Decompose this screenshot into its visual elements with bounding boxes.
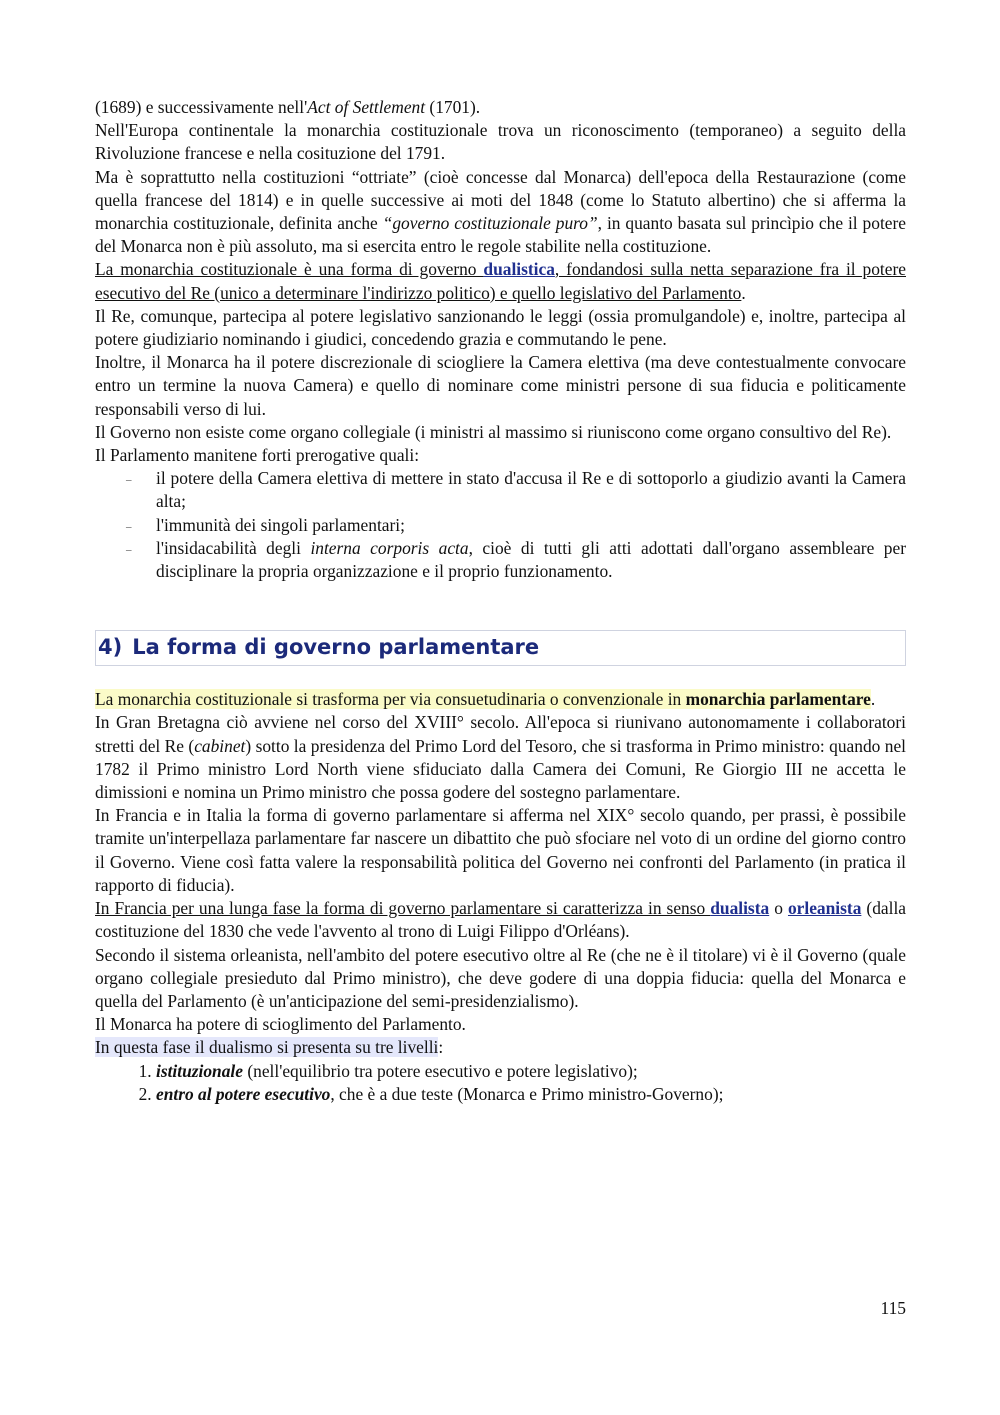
paragraph-monarch-discretion: Inoltre, il Monarca ha il potere discrezionale di sciogliere la Camera elettiva (ma deve contestualmente convocare entro un termine la nuova Camera) e quello di nominare come ministri persone di sua fiducia e politicamente responsabili verso di lui. <box>95 352 906 419</box>
prerogatives-list <box>95 467 906 583</box>
paragraph-continental-europe: Nell'Europa continentale la monarchia costituzionale trova un riconoscimento (temporaneo) a seguito della Rivoluzione francese e nella cosituzione del 1791. <box>95 120 906 164</box>
levels-list <box>95 1060 906 1106</box>
dash-bullet: – <box>126 474 132 487</box>
paragraph-three-levels: In questa fase il dualismo si presenta su tre livelli: <box>95 1037 444 1058</box>
document-page <box>95 96 906 1106</box>
list-item: 1. istituzionale (nell'equilibrio tra potere esecutivo e potere legislativo); <box>156 1060 906 1083</box>
paragraph-government-collegial: Il Governo non esiste come organo collegiale (i ministri al massimo si riuniscono come organo consultivo del Re). <box>95 421 892 442</box>
keyword-orleanista: orleanista <box>787 898 862 919</box>
dash-bullet: – <box>126 520 132 533</box>
section-title: La forma di governo parlamentare <box>132 635 540 660</box>
paragraph-parliamentary-monarchy: La monarchia costituzionale si trasforma per via consuetudinaria o convenzionale in monarchia parlamentare. <box>95 689 876 710</box>
paragraph-king-powers: Il Re, comunque, partecipa al potere legislativo sanzionando le leggi (ossia promulgandole) e, inoltre, partecipa al potere giudiziario nominando i giudici, concedendo grazia e commutando le pene. <box>95 305 906 350</box>
paragraph-orleanist-system: Secondo il sistema orleanista, nell'ambito del potere esecutivo oltre al Re (che ne è il titolare) vi è il Governo (quale organo collegiale presieduto dal Primo ministro), che deve godere di una doppia fiducia: quella del Monarca e quella del Parlamento (è un'anticipazione del semi-presidenzialismo). <box>95 944 906 1011</box>
list-item: – l'immunità dei singoli parlamentari; <box>156 514 906 537</box>
list-item: – l'insidacabilità degli interna corporis acta, cioè di tutti gli atti adottati dall'organo assembleare per disciplinare la propria organizzazione e il proprio funzionamento. <box>126 537 907 582</box>
keyword-dualista: dualista <box>710 898 770 919</box>
paragraph-great-britain: In Gran Bretagna ciò avviene nel corso del XVIII° secolo. All'epoca si riunivano autonomamente i collaboratori stretti del Re (cabinet) sotto la presidenza del Primo Lord del Tesoro, che si trasforma in Primo ministro: quando nel 1782 il Primo ministro Lord North viene sfiduciato dalla Camera dei Comuni, Re Giorgio III ne accetta le dimissioni e nomina un Primo ministro che possa godere del sostegno parlamentare. <box>95 712 906 803</box>
paragraph-dissolution-power: Il Monarca ha potere di scioglimento del Parlamento. <box>95 1014 466 1035</box>
paragraph-orleanist: In Francia per una lunga fase la forma di governo parlamentare si caratterizza in senso dualista o orleanista (dalla costituzione del 1830 che vede l'avvento al trono di Luigi Filippo d'Orléans). <box>95 898 907 942</box>
page-number: 115 <box>880 1298 906 1318</box>
paragraph-dualistic-form: La monarchia costituzionale è una forma di governo dualistica, fondandosi sulla netta separazione fra il potere esecutivo del Re (unico a determinare l'indirizzo politico) e quello legislativo del Parlamento. <box>95 259 906 303</box>
section-heading <box>95 630 906 666</box>
paragraph-act-of-settlement: (1689) e successivamente nell'Act of Settlement (1701). <box>95 97 481 117</box>
dash-bullet: – <box>126 543 132 556</box>
paragraph-france-italy: In Francia e in Italia la forma di governo parlamentare si afferma nel XIX° secolo quando, per prassi, è possibile tramite un'interpellaza parlamentare far nascere un dibattito che può sfociare nel voto di un ordine del giorno contro il Governo. Viene così fatta valere la responsabilità politica del Governo nei confronti del Parlamento (in pratica il rapporto di fiducia). <box>95 805 906 895</box>
keyword-dualistica: dualistica <box>483 259 555 280</box>
list-item: 2. entro al potere esecutivo, che è a due teste (Monarca e Primo ministro-Governo); <box>156 1083 906 1106</box>
section-number: 4) <box>98 635 123 660</box>
list-item: – il potere della Camera elettiva di mettere in stato d'accusa il Re e di sottoporlo a giudizio avanti la Camera alta; <box>126 468 906 512</box>
paragraph-octroyed-constitutions: Ma è soprattutto nella costituzioni “ottriate” (cioè concesse dal Monarca) dell'epoca della Restaurazione (come quella francese del 1814) e in quelle successive ai moti del 1848 (come lo Statuto albertino) che si afferma la monarchia costituzionale, definita anche “governo costituzionale puro”, in quanto basata sul princìpio che il potere del Monarca non è più assoluto, ma si esercita entro le regole stabilite nella costituzione. <box>95 166 907 257</box>
paragraph-parliament-prerogatives: Il Parlamento manitene forti prerogative quali: <box>95 445 420 466</box>
